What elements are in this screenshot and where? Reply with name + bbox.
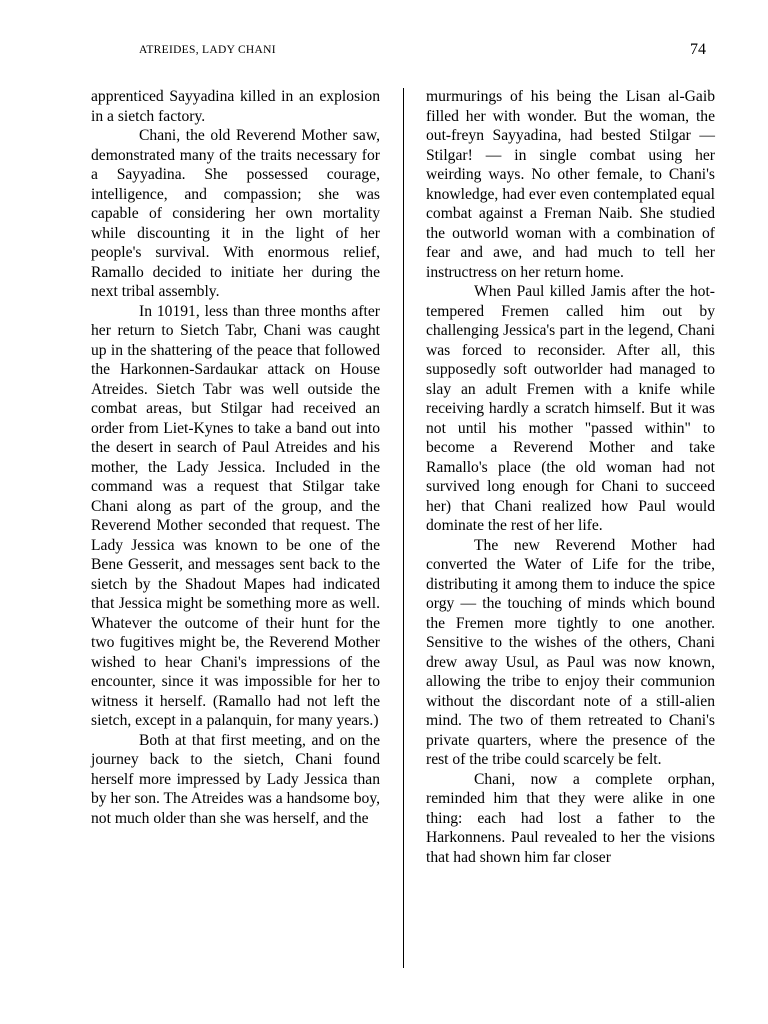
column-divider: [403, 88, 404, 968]
paragraph: Chani, now a complete orphan, reminded him that they were alike in one thing: each had lost a father to the Harkonnens. Paul revealed to her the visions that had shown him far closer: [426, 770, 715, 866]
paragraph: When Paul killed Jamis after the hot-tempered Fremen called him out by challenging Jessica's part in the legend, Chani was forced to reconsider. After all, this supposedly soft outworlder had managed to slay an adult Fremen with a knife while receiving hardly a scratch himself. But it was not until his mother "passed within" to become a Reverend Mother and take Ramallo's place (the old woman had not survived long enough for Chani to succeed her) that Chani realized how Paul would dominate the rest of her life.: [426, 283, 715, 534]
paragraph: In 10191, less than three months after her return to Sietch Tabr, Chani was caught up in the shattering of the peace that followed the Harkonnen-Sardaukar attack on House Atreides. Sietch Tabr was well outside the combat areas, but Stilgar had received an order from Liet-Kynes to take a band out into the desert in search of Paul Atreides and his mother, the Lady Jessica. Included in the command was a request that Stilgar take Chani along as part of the group, and the Reverend Mother seconded that request. The Lady Jessica was known to be one of the Bene Gesserit, and messages sent back to the sietch by the Shadout Mapes had indicated that Jessica might be something more as well. Whatever the outcome of their hunt for the two fugitives might be, the Reverend Mother wished to hear Chani's impressions of the encounter, since it was impossible for her to witness it herself. (Ramallo had not left the sietch, except in a palanquin, for many years.): [91, 302, 380, 729]
paragraph: Chani, the old Reverend Mother saw, demonstrated many of the traits necessary for a Sayyadina. She possessed courage, intelligence, and compassion; she was capable of considering her own mortality while discounting it in the light of her people's survival. With enormous relief, Ramallo decided to initiate her during the next tribal assembly.: [91, 127, 380, 300]
right-column: [426, 87, 715, 867]
page-number: 74: [690, 41, 706, 58]
paragraph: Both at that first meeting, and on the journey back to the sietch, Chani found herself more impressed by Lady Jessica than by her son. The Atreides was a handsome boy, not much older than she was herself, and the: [91, 731, 380, 827]
paragraph: The new Reverend Mother had converted the Water of Life for the tribe, distributing it among them to induce the spice orgy — the touching of minds which bound the Fremen more tightly to one another. Sensitive to the wishes of the others, Chani drew away Usul, as Paul was now known, allowing the tribe to enjoy their communion without the discordant note of a still-alien mind. The two of them retreated to Chani's private quarters, where the presence of the rest of the tribe could scarcely be felt.: [426, 536, 715, 768]
paragraph: murmurings of his being the Lisan al-Gaib filled her with wonder. But the woman, the out-freyn Sayyadina, had bested Stilgar — Stilgar! — in single combat using her weirding ways. No other female, to Chani's knowledge, had ever even contemplated equal combat against a Freman Naib. She studied the outworld woman with a combination of fear and awe, and had much to tell her instructress on her return home.: [426, 88, 715, 281]
left-column: [91, 87, 380, 828]
header-title: ATREIDES, LADY CHANI: [139, 44, 276, 56]
paragraph: apprenticed Sayyadina killed in an explosion in a sietch factory.: [91, 88, 380, 125]
